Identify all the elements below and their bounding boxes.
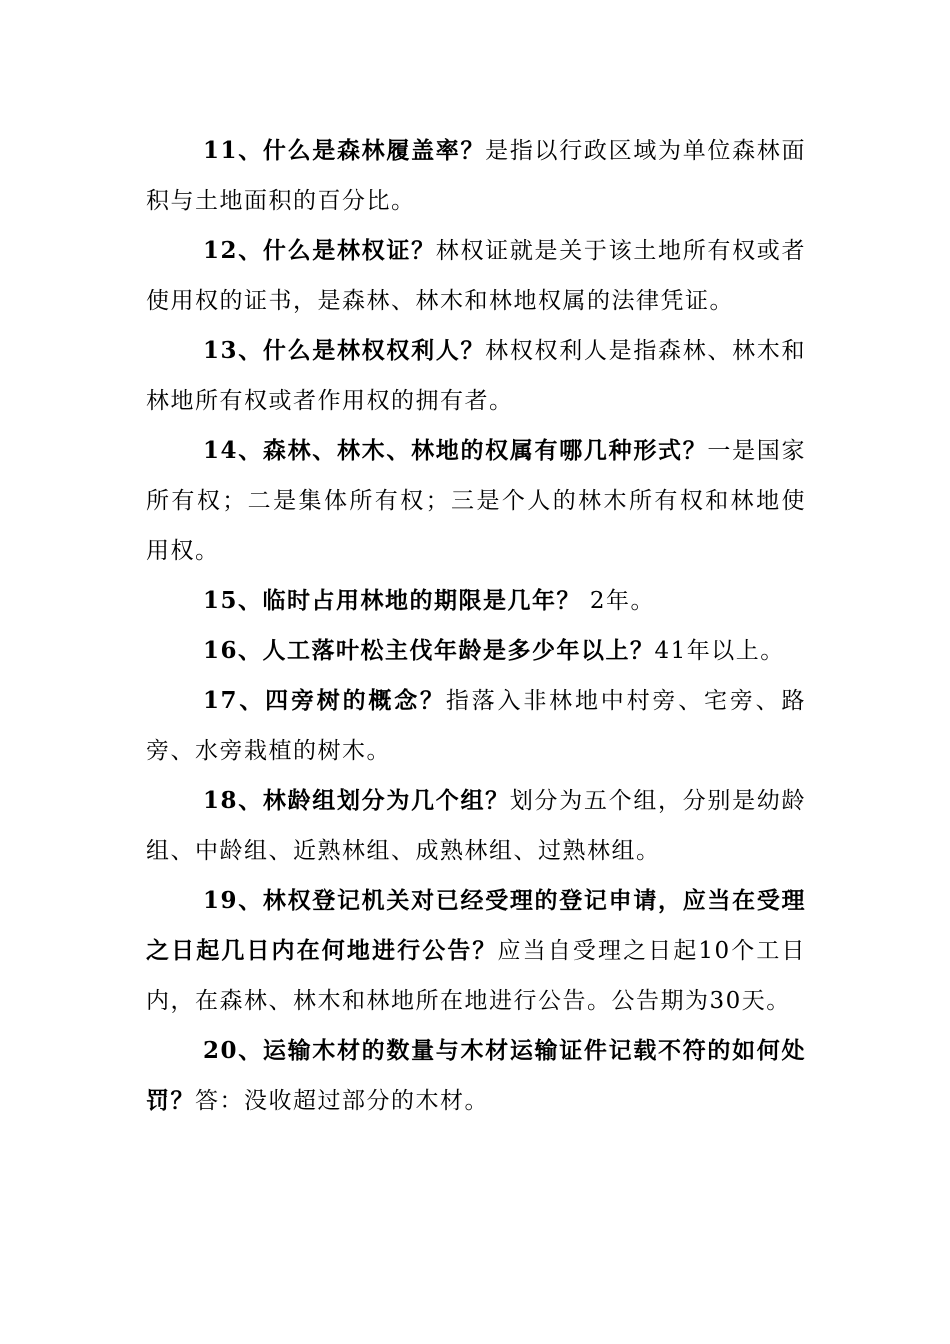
question-text: 13、什么是林权权利人？ [203,337,486,364]
qa-item-13 [146,326,806,426]
question-text: 17、四旁树的概念？ [203,687,446,714]
question-text: 11、什么是森林履盖率？ [203,137,486,164]
answer-text: 一是国家所有权；二是集体所有权；三是个人的林木所有权和林地使用权。 [146,438,806,564]
qa-item-19 [146,876,806,1026]
qa-item-15 [146,576,806,626]
answer-text: 应当自受理之日起10个工日内，在森林、林木和林地所在地进行公告。公告期为30天。 [146,938,806,1014]
answer-text: 划分为五个组，分别是幼龄组、中龄组、近熟林组、成熟林组、过熟林组。 [146,788,807,864]
question-text: 16、人工落叶松主伐年龄是多少年以上？ [203,637,655,664]
question-text: 20、运输木材的数量与木材运输证件记载不符的如何处罚？ [146,1037,806,1114]
qa-item-16 [146,626,806,676]
answer-text: 2年。 [581,588,655,614]
qa-item-20 [146,1026,806,1126]
answer-text: 林权权利人是指森林、林木和林地所有权或者作用权的拥有者。 [146,338,806,414]
answer-text: 是指以行政区域为单位森林面积与土地面积的百分比。 [146,138,806,214]
question-text: 19、林权登记机关对已经受理的登记申请，应当在受理之日起几日内在何地进行公告？ [146,887,806,964]
answer-text: 林权证就是关于该土地所有权或者使用权的证书，是森林、林木和林地权属的法律凭证。 [146,238,806,314]
document-body [146,126,806,1126]
qa-item-12 [146,226,806,326]
qa-item-17 [146,676,806,776]
answer-text: 41年以上。 [654,638,785,664]
question-text: 18、林龄组划分为几个组？ [203,787,510,814]
answer-text: 答：没收超过部分的木材。 [195,1088,489,1114]
question-text: 12、什么是林权证？ [203,237,436,264]
question-text: 15、临时占用林地的期限是几年？ [203,587,582,614]
qa-item-18 [146,776,806,876]
question-text: 14、森林、林木、林地的权属有哪几种形式？ [203,437,708,464]
qa-item-11 [146,126,806,226]
qa-item-14 [146,426,806,576]
answer-text: 指落入非林地中村旁、宅旁、路旁、水旁栽植的树木。 [146,688,807,764]
